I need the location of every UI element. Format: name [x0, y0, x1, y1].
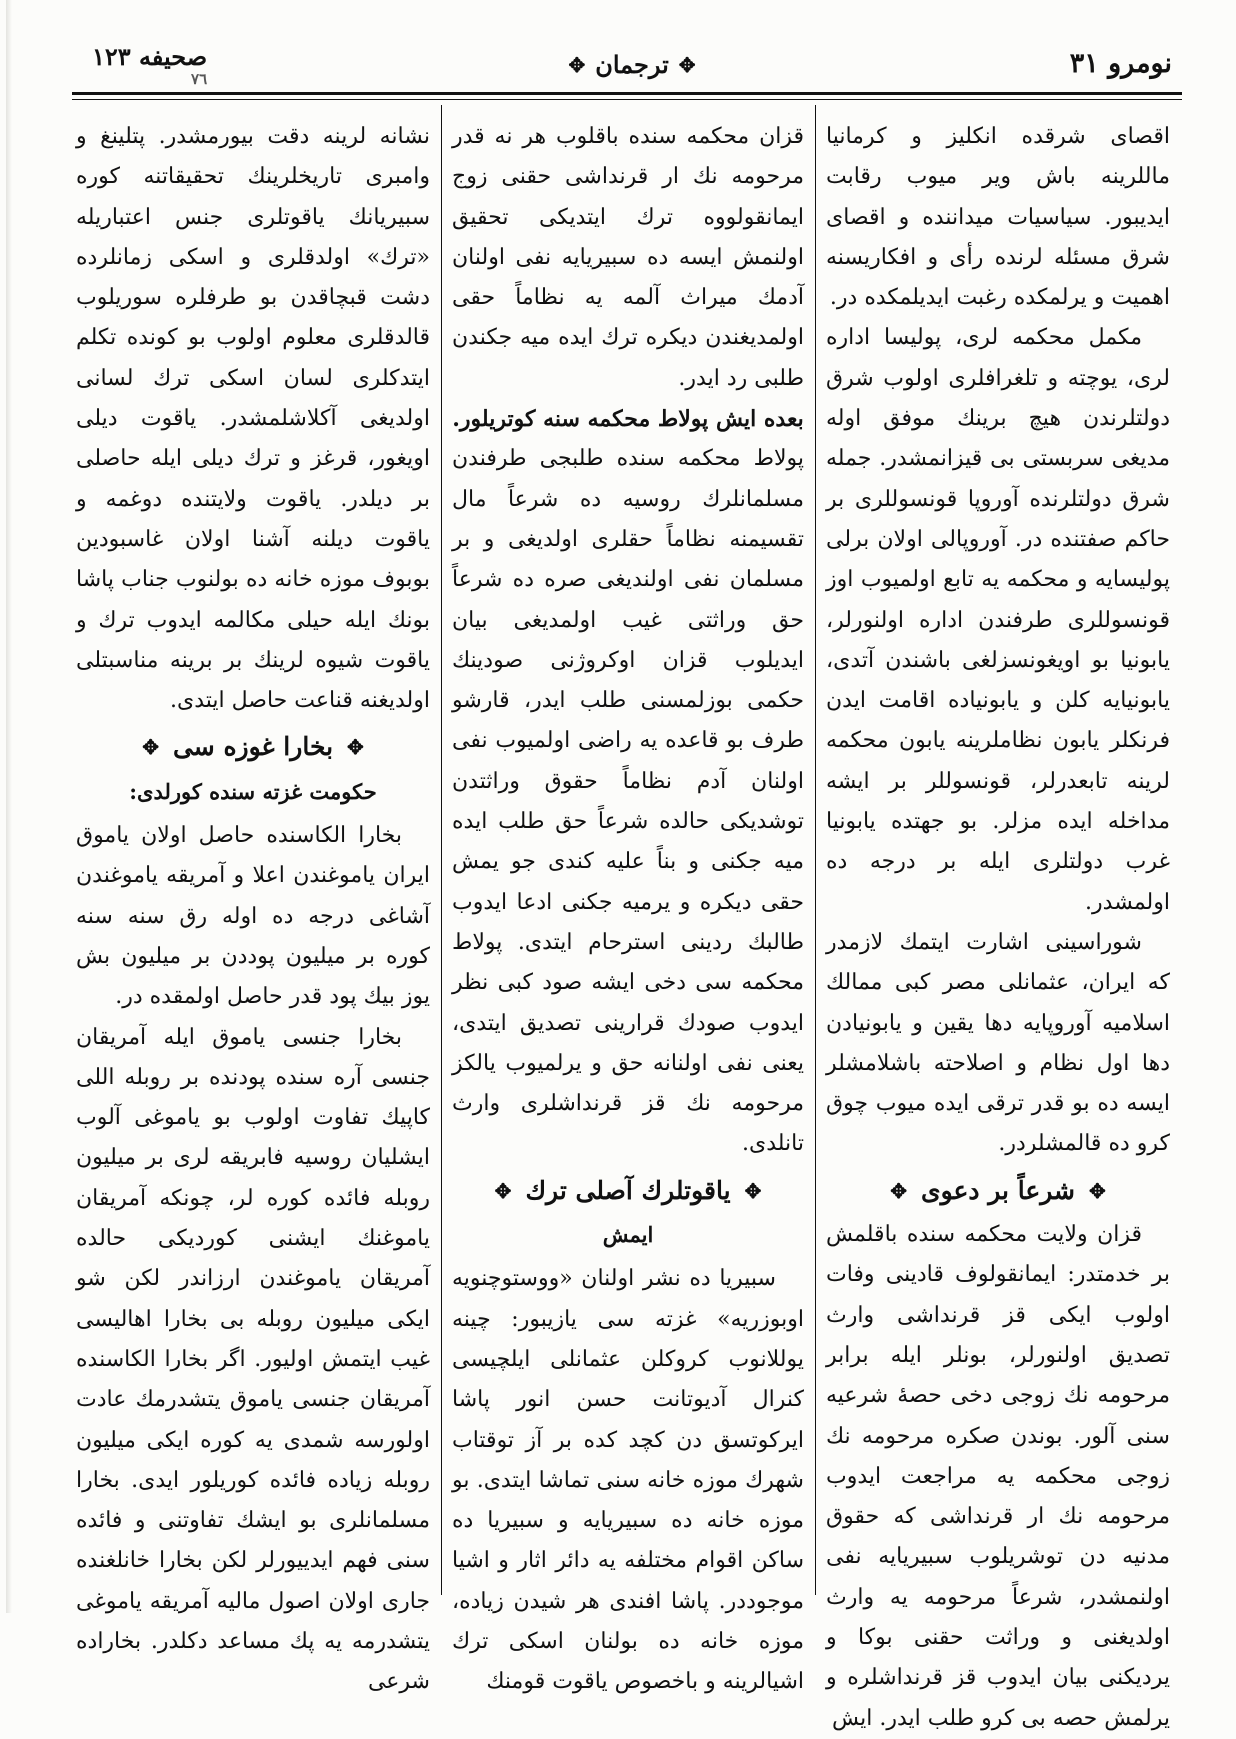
masthead: [568, 50, 695, 79]
paragraph: قزان محكمه سنده باقلوب هر نه قدر مرحومه نك ار قرنداشی حقنی زوج ايمانقولووه ترك ايتديكی تحقيق اولنمش ايسه ده سبيريايه نفی اولنان آدمك ميراث آلمه يه نظاماً حقی اولمديغندن ديكره ترك ايده ميه جكندن طلبی رد ايدر.: [452, 124, 804, 391]
section-heading: [826, 1171, 1170, 1211]
page-fold-shadow: [6, 0, 12, 1613]
paragraph: شوراسينی اشارت ايتمك لازمدر كه ايران، عثمانلی مصر كبی ممالك اسلاميه آوروپايه دها يقين و يابونيادن دها اول نظام و اصلاحته باشلامشلر ايسه ده بو قدر ترقی ايده ميوب چوق كرو ده قالمشلردر.: [826, 929, 1170, 1157]
ornament-icon: ✥: [568, 52, 586, 77]
paragraph: بخارا جنسی ياموق ايله آمريقان جنسی آره سنده پودنده بر روبله اللی كاپيك تفاوت اولوب بو ياموغی آلوب ايشليان روسيه فابريقه لری بر ميليون روبله فائده كوره لر، چونكه آمريقان ياموغنك ايشنی كورديكی حالده آمريقان ياموغندن ارزاندر لكن شو ايكی ميليون روبله بی بخارا اهاليسی غيب ايتمش اوليور. اگر بخارا الكاسنده آمريقان جنسی ياموق يتشدرمك عادت اولورسه شمدی يه كوره ايكی ميليون روبله زياده فائده كوريلور ايدی. بخارا مسلمانلری بو ايشك تفاوتنی و فائده سنی فهم ايدييورلر لكن بخارا خانلغنده جاری اولان اصول ماليه آمريقه ياموغی يتشدرمه يه پك مساعد دكلدر. بخاراده شرعی: [76, 1024, 430, 1695]
ornament-icon: ✥: [1088, 1178, 1106, 1203]
column-divider: [815, 105, 816, 1595]
section-heading: [76, 727, 430, 767]
ornament-icon: ✥: [494, 1178, 512, 1203]
section-heading: [452, 1171, 804, 1211]
paragraph: بعده ايش پولاط محكمه سنه كوتريلور.: [452, 406, 804, 433]
header-rule-thin: [72, 99, 1182, 100]
paragraph: پولاط محكمه سنده طلبجی طرفندن مسلمانلرك روسيه ده شرعاً مال تقسيمنه نظاماً حقلری اولديغی و بر مسلمان نفی اولنديغی صره ده شرعاً حق وراثتی غيب اولمديغی بيان ايديلوب قزان اوكروژنی صودينك حكمی بوزلمسنی طلب ايدر، قارشو طرف بو قاعده يه راضی اولميوب نفی اولنان آدم نظاماً حقوق وراثتدن توشديكی حالده شرعاً حق طلب ايده ميه جكنی و بناً عليه كندی جو يمش حقی ديكره و يرميه جكنی ادعا ايدوب طالبك ردينی استرحام ايتدی. پولاط محكمه سی دخی ايشه صود كبی نظر ايدوب صودك قرارينی تصديق ايتدی، يعنی نفی اولنانه حق و يرلميوب يالكز مرحومه نك قز قرنداشلری وارث تانلدی.: [452, 446, 804, 1157]
paragraph: اقصای شرقده انكليز و كرمانيا ماللرينه باش وير ميوب رقابت ايديبور. سياسيات ميداننده و اقصای شرق مسئله لرنده رأی و افكاريسنه اهميت و يرلمكده رغبت ايديلمكده در.: [826, 124, 1170, 311]
column-middle: [452, 117, 804, 1695]
section-subheading: حكومت غزته سنده كورلدی:: [129, 778, 377, 804]
newspaper-title: ترجمان: [595, 50, 669, 79]
column-right: [826, 117, 1170, 1731]
ornament-icon: ✥: [890, 1178, 908, 1203]
section-subheading: ايمش: [602, 1222, 654, 1248]
heading-text: شرعاً بر دعوی: [921, 1175, 1075, 1205]
paragraph: مكمل محكمه لری، پوليسا اداره لری، يوچته و تلغرافلری اولوب شرق دولتلرندن هيچ برينك موفق اوله مديغی سربستی بی قيزانمشدر. جمله شرق دولتلرنده آوروپا قونسوللری بر حاكم صفتنده در. آوروپالی اولان برلی پوليسايه و محكمه يه تابع اولميوب اوز قونسوللری طرفندن اداره اولنورلر، يابونيا بو اويغونسزلغی باشندن آتدی، يابونيايه كلن و يابونياده اقامت ايدن فرنكلر يابون نظاملرينه يابون محكمه لرينه تابعدرلر، قونسوللر بر ايشه مداخله ايده مزلر. بو جهتده يابونيا غرب دولتلری ايله بر درجه ده اولمشدر.: [826, 325, 1170, 915]
paragraph: سبيريا ده نشر اولنان «ووستوچنويه اوبوزريه» غزته سی يازيبور: چينه يوللانوب كروكلن عثمانلی ايلچيسی كنرال آديوتانت حسن انور پاشا ايركوتسق دن كچد كده بر آز توقتاب شهرك موزه خانه سنی تماشا ايتدی. بو موزه خانه ده سبيريايه و سبيريا ده ساكن اقوام مختلفه يه دائر اثار و اشيا موجوددر. پاشا افندی هر شيدن زياده، موزه خانه ده بولنان اسكی ترك اشيالرينه و باخصوص ياقوت قومنك: [452, 1266, 804, 1695]
paragraph: قزان ولايت محكمه سنده باقلمش بر خدمتدر: ايمانقولوف قادينی وفات اولوب ايكی قز قرنداشی وارث تصديق اولنورلر، بونلر ايله برابر مرحومه نك زوجی دخی حصهٔ شرعيه سنی آلور. بوندن صكره مرحومه نك زوجی محكمه يه مراجعت ايدوب مرحومه نك ار قرنداشی كه حقوق مدنيه دن توشريلوب سبيريايه نفی اولنمشدر، شرعاً مرحومه يه وارث اولديغنی و وراثت حقنی بوكا و يرديكنی بيان ايدوب قز قرنداشلره و يرلمش حصه بی كرو طلب ايدر. ايش: [826, 1222, 1170, 1731]
issue-number: نومرو ۳۱: [1069, 48, 1172, 79]
heading-text: ياقوتلرك آصلی ترك: [525, 1175, 731, 1205]
page-subnumber: ٧٦: [191, 70, 208, 88]
ornament-icon: ✥: [678, 52, 696, 77]
page-header: [92, 42, 1172, 88]
column-left: [76, 117, 430, 1695]
paragraph: بخارا الكاسنده حاصل اولان ياموق ايران ياموغندن اعلا و آمريقه ياموغندن آشاغی درجه ده اوله رق سنه سنه كوره بر ميليون پوددن بر ميليون بش يوز بيك پود قدر حاصل اولمقده در.: [76, 823, 430, 1010]
paragraph: نشانه لرينه دقت بيورمشدر. پتلينغ و وامبری تاريخلرينك تحقيقاتنه كوره سبيريانك ياقوتلری جنس اعتباريله «ترك» اولدقلری و اسكی زمانلرده دشت قبچاقدن بو طرفلره سوريلوب قالدقلری معلوم اولوب بو كونده تكلم ايتدكلری لسان اسكی ترك لسانی اولديغی آكلاشلمشدر. ياقوت ديلی اويغور، قرغز و ترك ديلی ايله حاصلی بر ديلدر. ياقوت ولايتنده دوغمه و ياقوت ديلنه آشنا اولان غاسبودين بوبوف موزه خانه ده بولنوب جناب پاشا بونك ايله حيلی مكالمه ايدوب ترك و ياقوت شيوه لرينك بر برينه مناسبتلی اولديغنه قناعت حاصل ايتدی.: [76, 124, 430, 714]
page-label: صحيفه ١٢٣: [92, 42, 208, 71]
heading-text: بخارا غوزه سی: [172, 732, 334, 762]
header-rule: [72, 92, 1182, 95]
ornament-icon: ✥: [744, 1178, 762, 1203]
ornament-icon: ✥: [347, 735, 364, 760]
page-number: [92, 42, 208, 90]
column-divider: [441, 105, 442, 1595]
ornament-icon: ✥: [142, 735, 159, 760]
